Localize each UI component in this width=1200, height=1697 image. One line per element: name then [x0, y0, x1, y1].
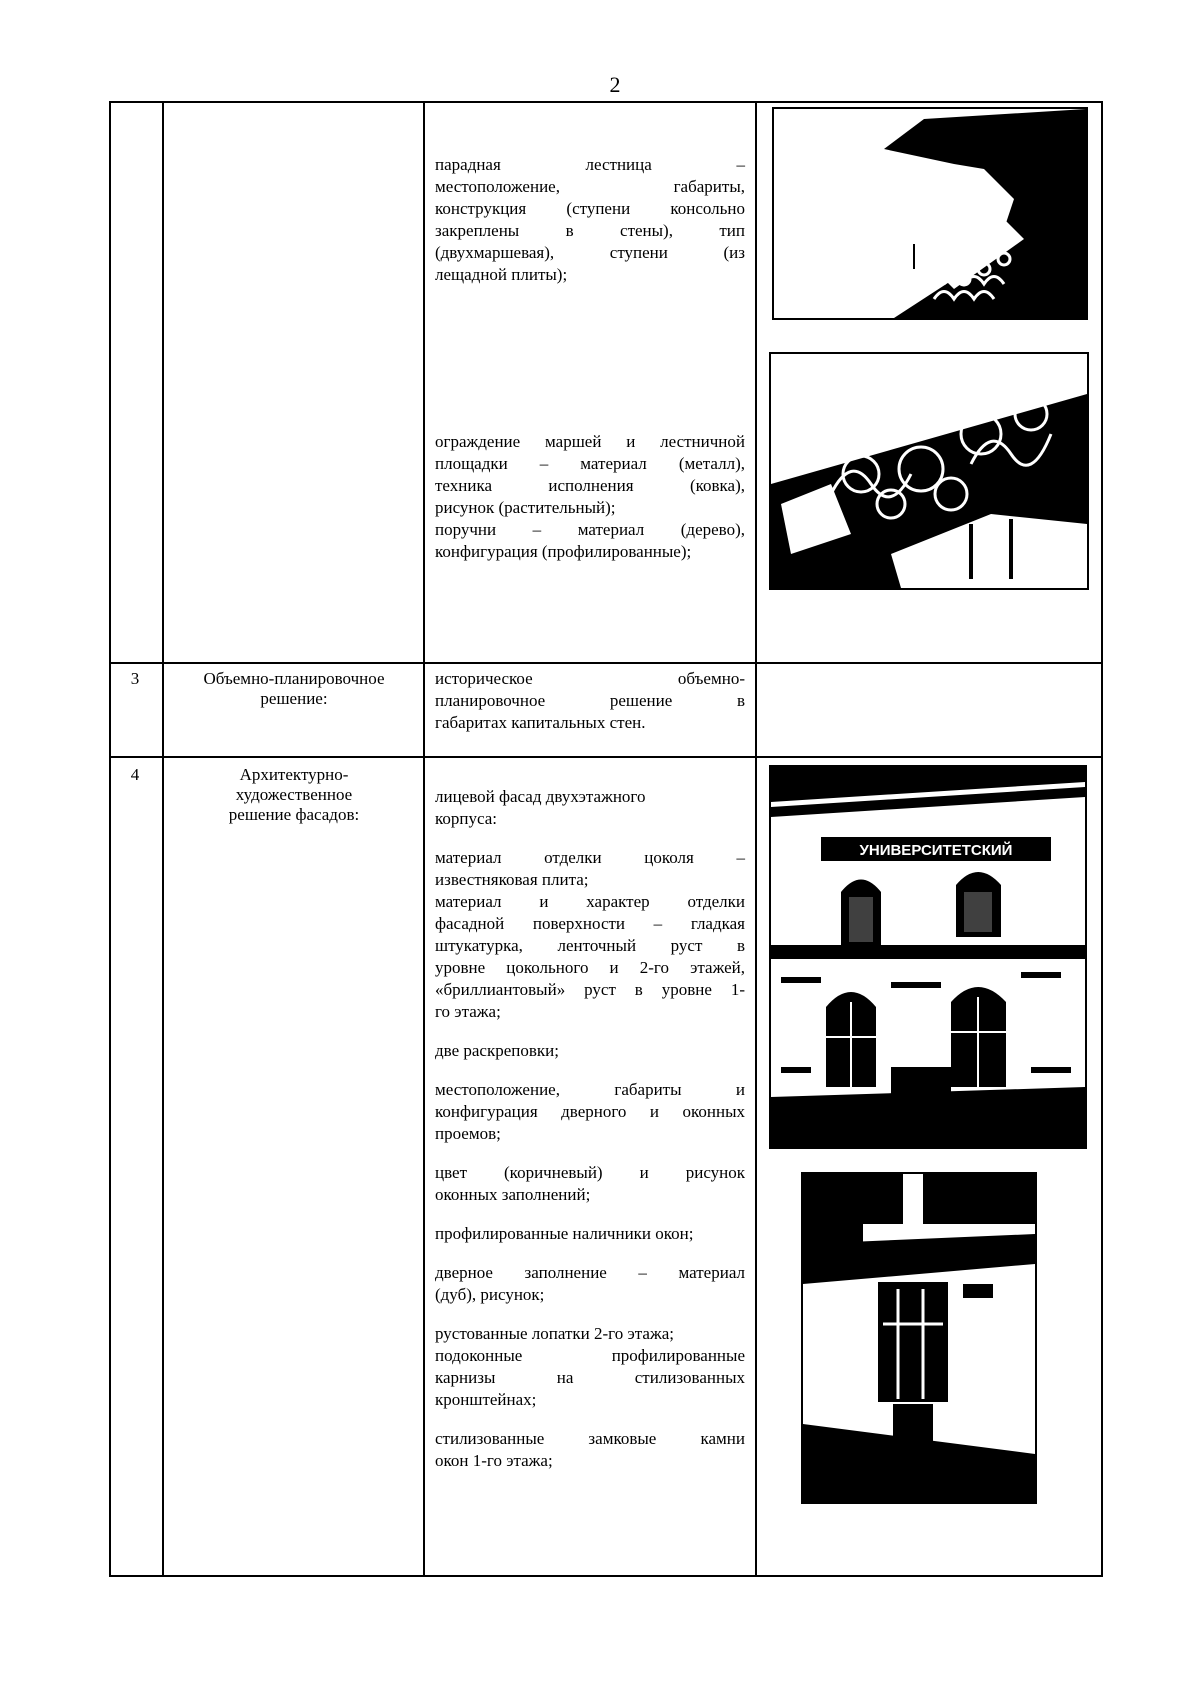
facade-photo [769, 765, 1087, 1149]
railing-photo [769, 352, 1089, 590]
description-block: профилированные наличники окон; [435, 1224, 694, 1243]
facade-sign-text: УНИВЕРСИТЕТСКИЙ [859, 842, 1013, 859]
description-block: две раскреповки; [435, 1041, 559, 1060]
description-block: материал отделки цоколя – известняковая плита; материал и характер отделки фасадной поверхности – гладкая штукатурка, ленточный руст в уровне цокольного и 2-го этажей, «бриллиантовый» руст в уровне 1- го этажа; [435, 848, 745, 1021]
facade-description [435, 786, 745, 1472]
description-block: дверное заполнение – материал (дуб), рисунок; [435, 1263, 745, 1304]
description-block: рустованные лопатки 2-го этажа; подоконные профилированные карнизы на стилизованных кронштейнах; [435, 1324, 745, 1409]
page-number: 2 [609, 72, 621, 97]
staircase-description: парадная лестница – местоположение, габариты, конструкция (ступени консольно закреплены в стены), тип (двухмаршевая), ступени (из лещадной плиты); [435, 155, 745, 284]
railing-description: ограждение маршей и лестничной площадки – материал (металл), техника исполнения (ковка), рисунок (растительный); поручни – материал (дерево), конфигурация (профилированные); [435, 432, 745, 561]
features-table [109, 101, 1103, 1577]
description-block: стилизованные замковые камни окон 1-го этажа; [435, 1429, 745, 1470]
description-block: цвет (коричневый) и рисунок оконных заполнений; [435, 1163, 745, 1204]
row-name: Архитектурно- художественное решение фасадов: [228, 765, 360, 824]
description-block: местоположение, габариты и конфигурация дверного и оконных проемов; [435, 1080, 745, 1143]
row-name: Объемно-планировочное решение: [203, 669, 385, 708]
row-number: 3 [130, 669, 140, 688]
entrance-photo [801, 1172, 1037, 1504]
description-block: лицевой фасад двухэтажного корпуса: [435, 787, 646, 828]
row-number: 4 [130, 765, 140, 784]
row-description: историческое объемно- планировочное решение в габаритах капитальных стен. [435, 669, 745, 732]
staircase-photo [772, 107, 1088, 320]
